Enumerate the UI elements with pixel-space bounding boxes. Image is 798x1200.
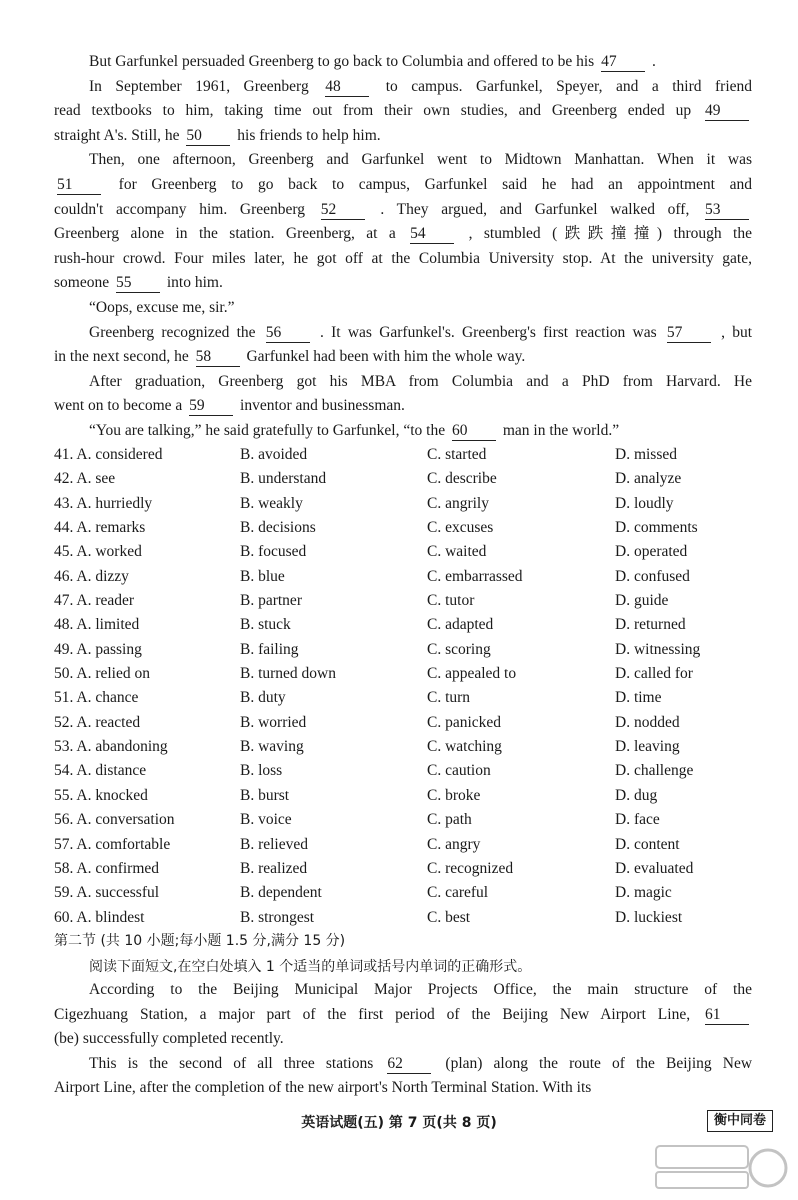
option-choice: C. turn xyxy=(427,689,471,707)
answer-blank: 48 xyxy=(325,78,369,97)
passage-text: Greenberg recognized the xyxy=(89,323,256,341)
passage-line xyxy=(54,247,752,272)
answer-blank: 55 xyxy=(116,274,160,293)
passage-line xyxy=(54,370,752,395)
option-choice: B. burst xyxy=(240,786,290,804)
passage-line xyxy=(54,1003,752,1028)
option-choice: 41. A. considered xyxy=(54,446,163,463)
passage-line xyxy=(54,1027,752,1052)
option-choice: D. challenge xyxy=(615,762,694,780)
option-row xyxy=(54,565,774,589)
option-row xyxy=(54,638,774,662)
option-choice: B. understand xyxy=(240,470,327,488)
option-choice: B. stuck xyxy=(240,616,291,634)
passage-text: inventor and businessman. xyxy=(240,397,405,415)
option-choice: B. realized xyxy=(240,859,308,877)
passage-line xyxy=(54,222,752,247)
passage-line xyxy=(54,198,752,223)
passage-line xyxy=(54,124,752,149)
option-choice: D. missed xyxy=(615,446,677,463)
option-choice: C. best xyxy=(427,908,471,926)
option-choice: C. broke xyxy=(427,786,481,804)
passage-text: to campus. Garfunkel, Speyer, and a third friend xyxy=(385,77,753,95)
option-choice: D. nodded xyxy=(615,713,680,731)
option-choice: 49. A. passing xyxy=(54,640,142,658)
option-choice: C. watching xyxy=(427,738,502,756)
passage-text: into him. xyxy=(166,274,223,292)
option-row xyxy=(54,589,774,613)
option-choice: C. describe xyxy=(427,470,497,488)
passage-text: for Greenberg to go back to campus, Garfunkel said he had an appointment and xyxy=(118,175,752,193)
option-row xyxy=(54,492,774,516)
passage-text: Greenberg alone in the station. Greenberg, at a xyxy=(54,225,396,243)
passage-line xyxy=(54,419,752,444)
option-choice: C. panicked xyxy=(427,713,502,731)
passage-line xyxy=(54,173,752,198)
option-choice: 43. A. hurriedly xyxy=(54,494,153,512)
option-choice: 56. A. conversation xyxy=(54,811,175,829)
option-choice: 58. A. confirmed xyxy=(54,859,160,877)
option-choice: C. recognized xyxy=(427,859,514,877)
option-choice: D. returned xyxy=(615,616,686,634)
option-choice: B. avoided xyxy=(240,446,308,463)
passage-text: someone xyxy=(54,274,110,292)
passage-line xyxy=(54,394,752,419)
option-row xyxy=(54,833,774,857)
option-choice: 53. A. abandoning xyxy=(54,738,168,756)
answer-blank: 59 xyxy=(189,397,233,416)
option-row xyxy=(54,540,774,564)
option-choice: 57. A. comfortable xyxy=(54,835,171,853)
option-row xyxy=(54,857,774,881)
option-choice: C. path xyxy=(427,811,472,829)
option-choice: B. loss xyxy=(240,762,283,780)
passage-text: . It was Garfunkel's. Greenberg's first reaction was xyxy=(320,323,657,341)
passage-text: Then, one afternoon, Greenberg and Garfunkel went to Midtown Manhattan. When it was xyxy=(89,151,752,169)
passage-line xyxy=(54,1076,752,1101)
option-row xyxy=(54,516,774,540)
option-choice: B. dependent xyxy=(240,884,322,902)
passage-line xyxy=(54,1052,752,1077)
option-choice: D. dug xyxy=(615,786,658,804)
option-choice: B. decisions xyxy=(240,519,316,537)
cloze-options-list xyxy=(54,443,774,930)
option-choice: C. scoring xyxy=(427,640,491,658)
passage-text: Garfunkel had been with him the whole way. xyxy=(246,348,526,366)
passage-text: “You are talking,” he said gratefully to Garfunkel, “to the xyxy=(89,421,446,439)
answer-blank: 52 xyxy=(321,201,365,220)
passage-line xyxy=(54,345,752,370)
passage-line xyxy=(54,148,752,173)
passage-text: , but xyxy=(721,323,753,341)
passage-text: read textbooks to him, taking time out from their own studies, and Greenberg ended up xyxy=(54,102,692,120)
option-choice: B. waving xyxy=(240,738,304,756)
option-choice: D. operated xyxy=(615,543,688,561)
option-row xyxy=(54,443,774,467)
passage-text: (plan) along the route of the Beijing New xyxy=(445,1054,753,1072)
passage-text: in the next second, he xyxy=(54,348,189,366)
option-choice: B. turned down xyxy=(240,665,337,683)
option-choice: D. comments xyxy=(615,519,698,537)
passage-text: “Oops, excuse me, sir.” xyxy=(89,298,235,316)
passage-line xyxy=(54,271,752,296)
passage-text: straight A's. Still, he xyxy=(54,126,180,144)
passage-text: went on to become a xyxy=(54,397,183,415)
grammar-fill-passage xyxy=(54,978,752,1101)
option-choice: C. careful xyxy=(427,884,489,902)
option-choice: D. time xyxy=(615,689,662,707)
option-choice: D. confused xyxy=(615,567,690,585)
option-choice: D. witnessing xyxy=(615,640,701,658)
option-choice: 48. A. limited xyxy=(54,616,140,634)
passage-text: man in the world.” xyxy=(502,421,620,439)
option-choice: 59. A. successful xyxy=(54,884,160,902)
option-choice: D. magic xyxy=(615,884,672,902)
option-choice: C. adapted xyxy=(427,616,494,634)
option-row xyxy=(54,759,774,783)
option-choice: B. strongest xyxy=(240,908,315,926)
option-row xyxy=(54,711,774,735)
answer-blank: 49 xyxy=(705,102,749,121)
passage-text: But Garfunkel persuaded Greenberg to go back to Columbia and offered to be his xyxy=(89,53,595,70)
passage-text: , stumbled (跌跌撞撞) through the xyxy=(468,225,752,243)
answer-blank: 60 xyxy=(452,422,496,441)
option-choice: 55. A. knocked xyxy=(54,786,148,804)
passage-text: Airport Line, after the completion of the new airport's North Terminal Station. With its xyxy=(54,1079,592,1097)
option-row xyxy=(54,686,774,710)
option-row xyxy=(54,662,774,686)
option-choice: D. loudly xyxy=(615,494,674,512)
option-row xyxy=(54,906,774,930)
passage-text: This is the second of all three stations xyxy=(89,1054,374,1072)
option-choice: 54. A. distance xyxy=(54,762,147,780)
option-choice: B. duty xyxy=(240,689,286,707)
passage-text: couldn't accompany him. Greenberg xyxy=(54,200,306,218)
option-choice: C. tutor xyxy=(427,592,475,610)
answer-blank: 50 xyxy=(186,127,230,146)
passage-line xyxy=(54,321,752,346)
option-choice: B. relieved xyxy=(240,835,309,853)
answer-blank: 58 xyxy=(196,348,240,367)
passage-line xyxy=(54,75,752,100)
option-row xyxy=(54,784,774,808)
option-choice: B. worried xyxy=(240,713,307,731)
section-instruction: 阅读下面短文,在空白处填入 1 个适当的单词或括号内单词的正确形式。 xyxy=(89,959,532,975)
passage-line xyxy=(54,296,752,321)
option-choice: C. excuses xyxy=(427,519,494,537)
page-footer: 英语试题(五) 第 7 页(共 8 页) xyxy=(301,1115,497,1131)
publisher-badge: 衡中同卷 xyxy=(707,1110,773,1132)
option-choice: 42. A. see xyxy=(54,470,116,488)
option-choice: B. partner xyxy=(240,592,302,610)
option-row xyxy=(54,881,774,905)
passage-text: According to the Beijing Municipal Major Projects Office, the main structure of the xyxy=(89,981,752,998)
answer-blank: 56 xyxy=(266,324,310,343)
option-choice: C. angrily xyxy=(427,494,489,512)
option-choice: B. blue xyxy=(240,567,285,585)
option-choice: D. leaving xyxy=(615,738,680,756)
cloze-passage xyxy=(54,50,752,444)
answer-blank: 54 xyxy=(410,225,454,244)
option-choice: C. caution xyxy=(427,762,491,780)
answer-blank: 51 xyxy=(57,176,101,195)
option-choice: 45. A. worked xyxy=(54,543,142,561)
option-choice: D. called for xyxy=(615,665,693,683)
option-choice: D. luckiest xyxy=(615,908,683,926)
passage-text: Cigezhuang Station, a major part of the first period of the Beijing New Airport Line, xyxy=(54,1005,691,1023)
option-choice: B. failing xyxy=(240,640,299,658)
option-choice: 47. A. reader xyxy=(54,592,135,610)
watermark-logo xyxy=(650,1138,790,1194)
option-choice: C. waited xyxy=(427,543,487,561)
option-choice: D. guide xyxy=(615,592,669,610)
option-choice: B. weakly xyxy=(240,494,303,512)
option-choice: D. content xyxy=(615,835,680,853)
option-choice: B. voice xyxy=(240,811,292,829)
answer-blank: 62 xyxy=(387,1055,431,1074)
option-choice: C. started xyxy=(427,446,487,463)
passage-text: After graduation, Greenberg got his MBA from Columbia and a PhD from Harvard. He xyxy=(89,372,752,390)
passage-text: . They argued, and Garfunkel walked off, xyxy=(380,200,690,218)
option-row xyxy=(54,467,774,491)
option-choice: C. embarrassed xyxy=(427,567,523,585)
section-heading: 第二节 (共 10 小题;每小题 1.5 分,满分 15 分) xyxy=(54,933,346,949)
option-choice: 60. A. blindest xyxy=(54,908,145,926)
option-choice: 52. A. reacted xyxy=(54,713,141,731)
option-choice: B. focused xyxy=(240,543,307,561)
option-choice: 46. A. dizzy xyxy=(54,567,129,585)
answer-blank: 47 xyxy=(601,53,645,72)
option-choice: C. angry xyxy=(427,835,481,853)
option-row xyxy=(54,735,774,759)
passage-line xyxy=(54,978,752,1003)
option-choice: D. analyze xyxy=(615,470,682,488)
passage-line xyxy=(54,99,752,124)
passage-text: (be) successfully completed recently. xyxy=(54,1030,284,1048)
option-choice: C. appealed to xyxy=(427,665,517,683)
option-choice: 44. A. remarks xyxy=(54,519,146,537)
passage-text: his friends to help him. xyxy=(237,126,381,144)
answer-blank: 53 xyxy=(705,201,749,220)
passage-text: rush-hour crowd. Four miles later, he got off at the Columbia University stop. At the university gate, xyxy=(54,249,752,267)
option-choice: D. evaluated xyxy=(615,859,694,877)
option-row xyxy=(54,613,774,637)
passage-text: In September 1961, Greenberg xyxy=(89,77,309,95)
passage-text: . xyxy=(651,53,656,70)
option-row xyxy=(54,808,774,832)
option-choice: D. face xyxy=(615,811,660,829)
option-choice: 51. A. chance xyxy=(54,689,139,707)
answer-blank: 61 xyxy=(705,1006,749,1025)
option-choice: 50. A. relied on xyxy=(54,665,150,683)
passage-line xyxy=(54,50,752,75)
answer-blank: 57 xyxy=(667,324,711,343)
